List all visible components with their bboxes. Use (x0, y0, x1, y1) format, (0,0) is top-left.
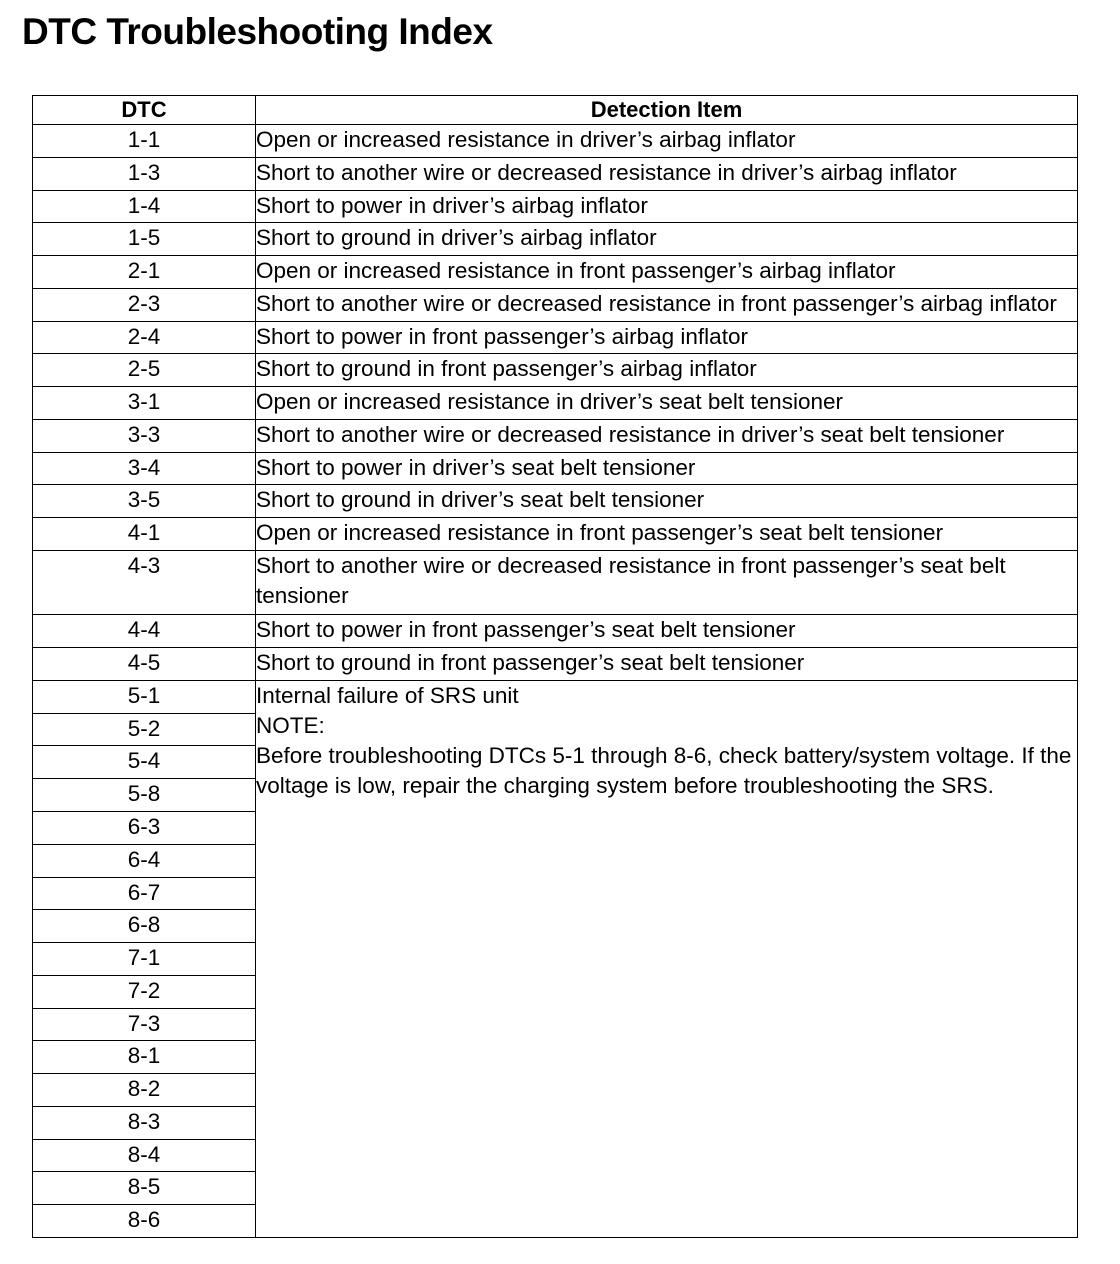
srs-note-line1: Internal failure of SRS unit (256, 682, 519, 708)
table-row (33, 256, 1078, 289)
page-title: DTC Troubleshooting Index (22, 11, 493, 52)
dtc-code: 3-5 (33, 485, 256, 518)
detection-item: Open or increased resistance in front passenger’s airbag inflator (256, 256, 1078, 289)
detection-item: Short to another wire or decreased resistance in driver’s airbag inflator (256, 157, 1078, 190)
table-row (33, 680, 1078, 713)
srs-note-line3: Before troubleshooting DTCs 5-1 through 8-6, check battery/system voltage. If the voltage is low, repair the charging system before troubleshooting the SRS. (256, 742, 1072, 798)
table-row (33, 125, 1078, 158)
detection-item: Short to power in front passenger’s airbag inflator (256, 321, 1078, 354)
dtc-code: 2-1 (33, 256, 256, 289)
table-row (33, 190, 1078, 223)
dtc-code: 5-8 (33, 779, 256, 812)
dtc-code: 8-4 (33, 1139, 256, 1172)
detection-item: Short to another wire or decreased resistance in front passenger’s seat belt tensioner (256, 550, 1078, 614)
detection-item: Short to ground in front passenger’s seat belt tensioner (256, 648, 1078, 681)
table-row (33, 452, 1078, 485)
detection-item: Short to power in front passenger’s seat belt tensioner (256, 615, 1078, 648)
dtc-code: 2-3 (33, 288, 256, 321)
srs-note-line2: NOTE: (256, 712, 325, 738)
dtc-code: 1-3 (33, 157, 256, 190)
dtc-code: 3-3 (33, 419, 256, 452)
dtc-code: 1-1 (33, 125, 256, 158)
dtc-code: 6-7 (33, 877, 256, 910)
dtc-code: 7-3 (33, 1008, 256, 1041)
dtc-column-header: DTC (33, 96, 256, 125)
detection-item: Short to ground in driver’s seat belt tensioner (256, 485, 1078, 518)
dtc-code: 8-5 (33, 1172, 256, 1205)
dtc-code: 3-1 (33, 387, 256, 420)
detection-item: Open or increased resistance in front passenger’s seat belt tensioner (256, 518, 1078, 551)
table-row (33, 157, 1078, 190)
dtc-code: 1-5 (33, 223, 256, 256)
dtc-code: 6-8 (33, 910, 256, 943)
dtc-code: 4-3 (33, 550, 256, 614)
dtc-code: 8-2 (33, 1074, 256, 1107)
detection-item: Short to ground in driver’s airbag inflator (256, 223, 1078, 256)
dtc-code: 8-6 (33, 1205, 256, 1238)
table-row (33, 518, 1078, 551)
table-row (33, 419, 1078, 452)
dtc-code: 6-4 (33, 844, 256, 877)
dtc-code: 7-2 (33, 975, 256, 1008)
dtc-code: 3-4 (33, 452, 256, 485)
detection-item-column-header: Detection Item (256, 96, 1078, 125)
table-row (33, 648, 1078, 681)
dtc-code: 5-2 (33, 713, 256, 746)
table-row (33, 354, 1078, 387)
dtc-code: 4-4 (33, 615, 256, 648)
table-row (33, 288, 1078, 321)
table-row (33, 387, 1078, 420)
table-row (33, 550, 1078, 614)
dtc-code: 6-3 (33, 812, 256, 845)
table-row (33, 223, 1078, 256)
dtc-code: 5-4 (33, 746, 256, 779)
detection-item: Short to power in driver’s airbag inflator (256, 190, 1078, 223)
dtc-index-table (32, 95, 1078, 1238)
dtc-code: 8-3 (33, 1106, 256, 1139)
table-header-row (33, 96, 1078, 125)
dtc-code: 5-1 (33, 680, 256, 713)
table-body (33, 125, 1078, 1238)
detection-item: Short to another wire or decreased resistance in front passenger’s airbag inflator (256, 288, 1078, 321)
dtc-code: 2-4 (33, 321, 256, 354)
dtc-code: 7-1 (33, 943, 256, 976)
detection-item: Open or increased resistance in driver’s airbag inflator (256, 125, 1078, 158)
detection-item: Open or increased resistance in driver’s seat belt tensioner (256, 387, 1078, 420)
table-row (33, 615, 1078, 648)
detection-item: Short to another wire or decreased resistance in driver’s seat belt tensioner (256, 419, 1078, 452)
table-row (33, 485, 1078, 518)
dtc-code: 1-4 (33, 190, 256, 223)
dtc-code: 2-5 (33, 354, 256, 387)
detection-item: Short to power in driver’s seat belt tensioner (256, 452, 1078, 485)
table-row (33, 321, 1078, 354)
dtc-code: 8-1 (33, 1041, 256, 1074)
dtc-code: 4-1 (33, 518, 256, 551)
dtc-code: 4-5 (33, 648, 256, 681)
detection-item: Short to ground in front passenger’s airbag inflator (256, 354, 1078, 387)
srs-unit-note (256, 680, 1078, 1237)
